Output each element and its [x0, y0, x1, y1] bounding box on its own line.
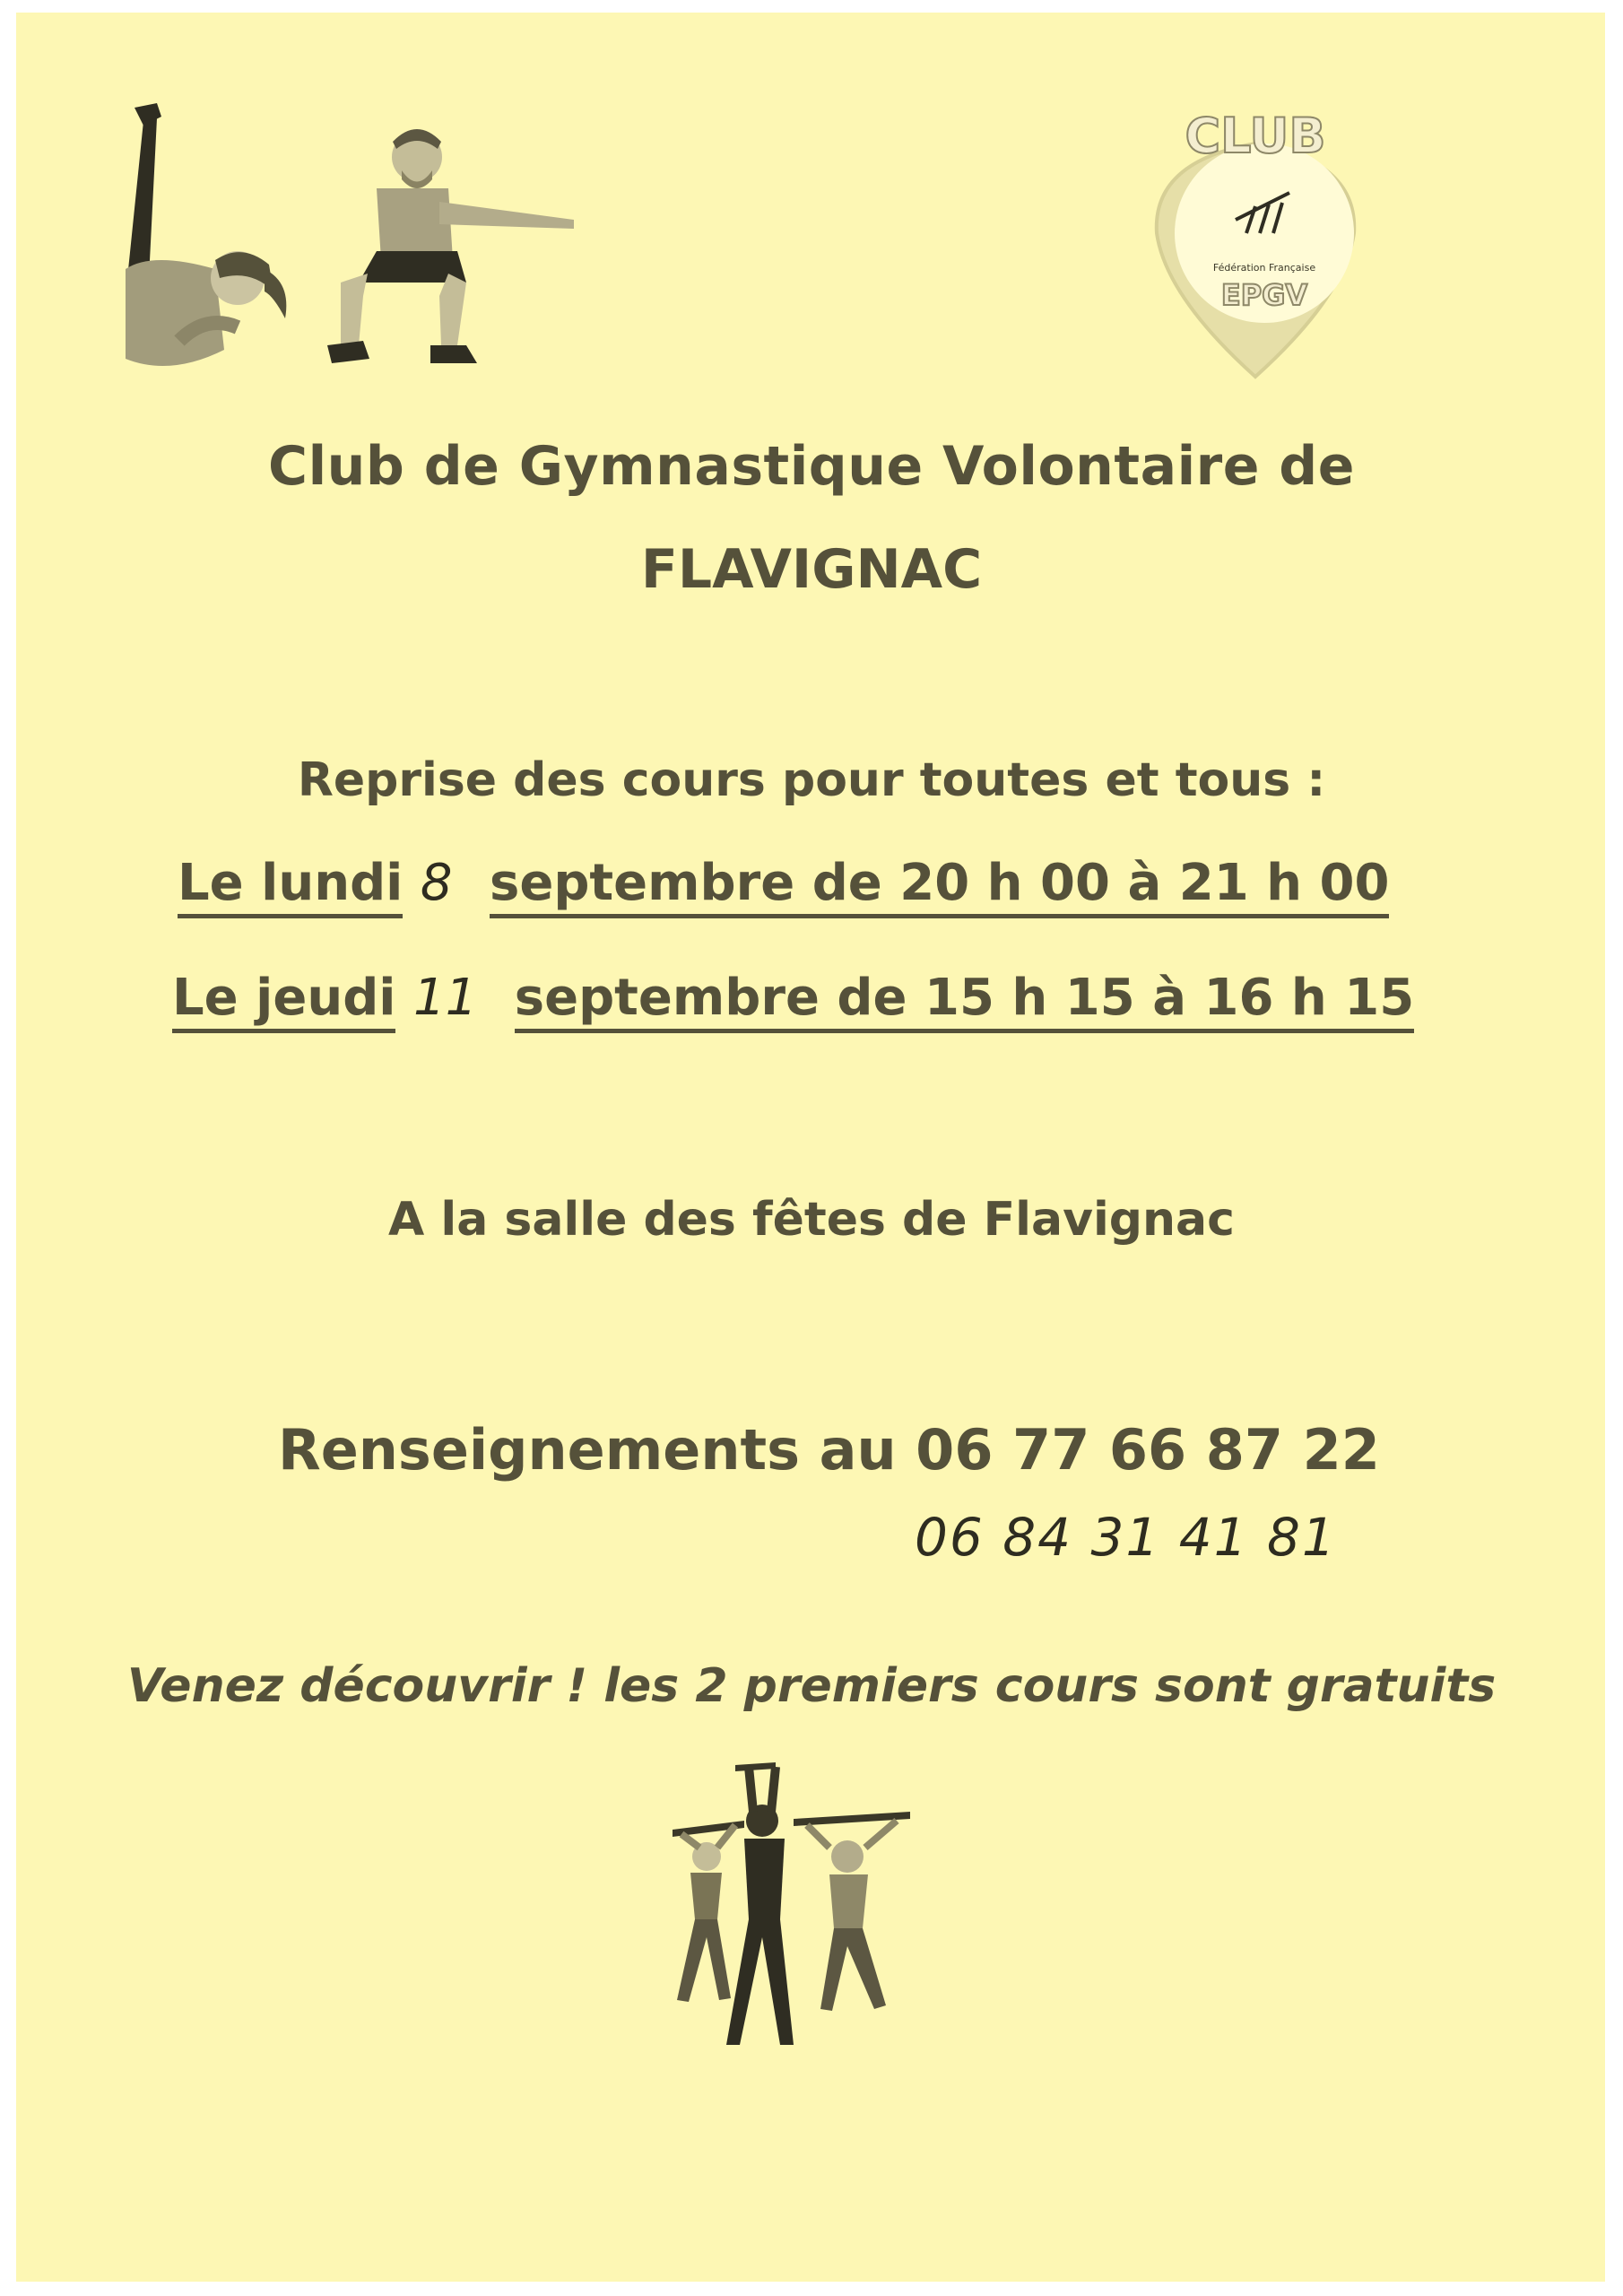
schedule-day: Le lundi	[178, 854, 403, 918]
schedule-time: septembre de 15 h 15 à 16 h 15	[515, 969, 1414, 1033]
info-phone-line: Renseignements au 06 77 66 87 22	[278, 1417, 1380, 1483]
reprise-heading: Reprise des cours pour toutes et tous :	[297, 753, 1326, 807]
schedule-time: septembre de 20 h 00 à 21 h 00	[490, 854, 1389, 918]
schedule-row-thursday	[172, 969, 1414, 1033]
flyer-title: Club de Gymnastique Volontaire de	[268, 435, 1355, 498]
handwritten-phone: 06 84 31 41 81	[915, 1507, 1337, 1568]
logo-federation-text: Fédération Française	[1212, 262, 1316, 274]
logo-brand-text: EPGV	[1220, 278, 1308, 312]
group-exercise-illustration	[664, 1758, 950, 2054]
exercising-couple-illustration	[72, 90, 574, 395]
schedule-date: 11	[412, 969, 478, 1027]
schedule-date: 8	[420, 854, 453, 912]
flyer-title-town: FLAVIGNAC	[640, 538, 983, 601]
schedule-day: Le jeudi	[172, 969, 395, 1033]
location-text: A la salle des fêtes de Flavignac	[388, 1193, 1235, 1247]
promo-text: Venez découvrir ! les 2 premiers cours sont gratuits	[126, 1659, 1497, 1713]
logo-club-text: CLUB	[1185, 108, 1326, 164]
schedule-row-monday	[178, 854, 1389, 918]
gym-club-logo	[1130, 108, 1381, 386]
